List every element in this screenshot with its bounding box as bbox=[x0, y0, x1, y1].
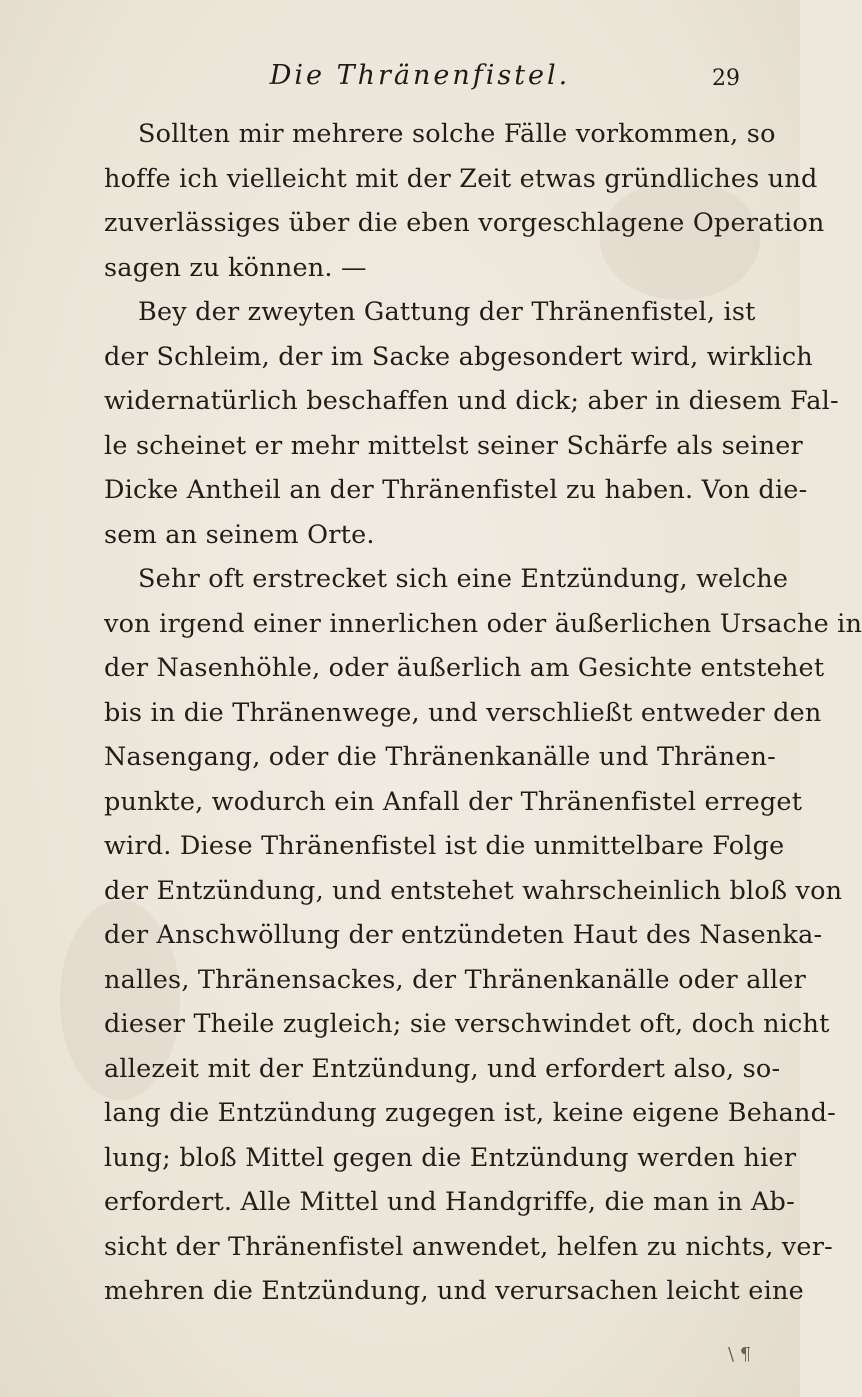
text-line: sem an seinem Orte. bbox=[104, 519, 375, 550]
text-line: der Anschwöllung der entzündeten Haut des Nasenka- bbox=[104, 920, 823, 950]
text-line: von irgend einer innerlichen oder äußerlichen Ursache in bbox=[104, 608, 862, 639]
text-line: allezeit mit der Entzündung, und erfordert also, so- bbox=[104, 1053, 781, 1084]
text-line: lang die Entzündung zugegen ist, keine eigene Behand- bbox=[104, 1098, 836, 1128]
text-line: der Schleim, der im Sacke abgesondert wird, wirklich bbox=[104, 341, 813, 372]
text-line: der Nasenhöhle, oder äußerlich am Gesichte entstehet bbox=[104, 653, 825, 683]
text-line: Dicke Antheil an der Thränenfistel zu haben. Von die- bbox=[104, 475, 808, 505]
running-head: Die Thränenfistel. bbox=[269, 60, 571, 91]
text-line: sagen zu können. — bbox=[104, 252, 367, 283]
text-line: le scheinet er mehr mittelst seiner Schärfe als seiner bbox=[104, 430, 803, 461]
text-line: wird. Diese Thränenfistel ist die unmittelbare Folge bbox=[104, 831, 785, 861]
text-line: dieser Theile zugleich; sie verschwindet oft, doch nicht bbox=[104, 1009, 830, 1039]
text-line: nalles, Thränensackes, der Thränenkanälle oder aller bbox=[104, 964, 807, 995]
text-line: der Entzündung, und entstehet wahrscheinlich bloß von bbox=[104, 875, 843, 906]
footer-mark: \ ¶ bbox=[728, 1344, 752, 1365]
text-line: Bey der zweyten Gattung der Thränenfistel, ist bbox=[138, 297, 756, 327]
text-line: Sehr oft erstrecket sich eine Entzündung, welche bbox=[138, 564, 789, 594]
text-line: Sollten mir mehrere solche Fälle vorkommen, so bbox=[138, 119, 776, 149]
text-line: sicht der Thränenfistel anwendet, helfen zu nichts, ver- bbox=[104, 1231, 833, 1262]
text-line: lung; bloß Mittel gegen die Entzündung werden hier bbox=[104, 1142, 797, 1173]
text-line: hoffe ich vielleicht mit der Zeit etwas gründliches und bbox=[104, 163, 818, 194]
text-line: mehren die Entzündung, und verursachen leicht eine bbox=[104, 1276, 804, 1306]
text-line: zuverlässiges über die eben vorgeschlagene Operation bbox=[104, 208, 825, 238]
body-text bbox=[104, 112, 862, 1314]
page-number: 29 bbox=[712, 66, 740, 91]
text-line: punkte, wodurch ein Anfall der Thränenfistel erreget bbox=[104, 786, 803, 817]
text-line: bis in die Thränenwege, und verschließt entweder den bbox=[104, 697, 822, 728]
text-line: Nasengang, oder die Thränenkanälle und Thränen- bbox=[104, 742, 776, 772]
text-line: widernatürlich beschaffen und dick; aber in diesem Fal- bbox=[104, 386, 839, 416]
text-line: erfordert. Alle Mittel und Handgriffe, die man in Ab- bbox=[104, 1187, 795, 1217]
page-header bbox=[100, 60, 740, 100]
